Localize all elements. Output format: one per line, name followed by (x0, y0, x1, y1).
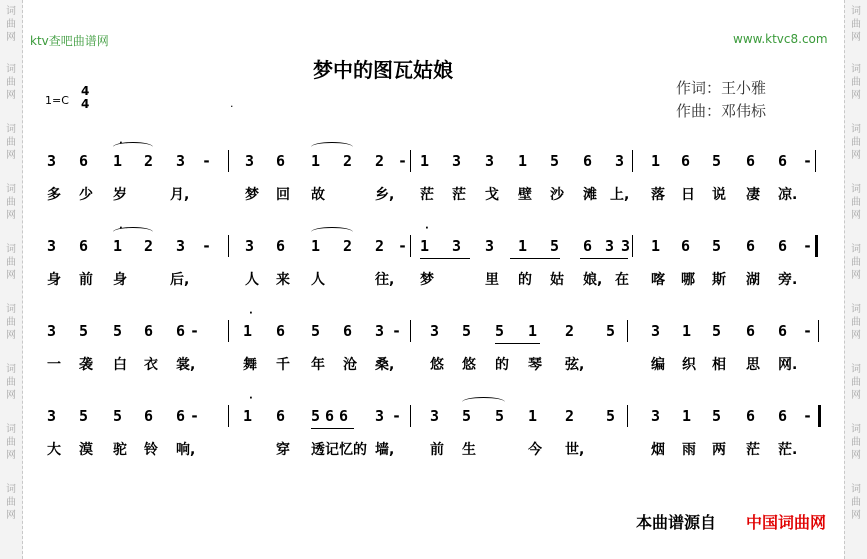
lyric-syllable: 梦 (420, 272, 434, 288)
note: - (190, 407, 200, 425)
lyric-syllable: 来 (276, 272, 290, 288)
lyric-syllable: 梦 (245, 187, 259, 203)
watermark-glyph: 词 (6, 304, 16, 315)
watermark-glyph: 曲 (851, 77, 861, 88)
note: 3 (176, 152, 186, 170)
note: 5 (462, 322, 472, 340)
lyric-syllable: 姑 (550, 272, 564, 288)
watermark-glyph: 网 (6, 330, 16, 341)
watermark-glyph: 网 (6, 210, 16, 221)
lyric-syllable: 后, (170, 272, 190, 288)
watermark-glyph: 曲 (851, 497, 861, 508)
note: 3 (485, 237, 495, 255)
note: 1 (243, 407, 253, 425)
note: 5 (550, 237, 560, 255)
lyric-syllable: 说 (712, 187, 726, 203)
watermark-glyph: 曲 (851, 19, 861, 30)
tie-arc (462, 397, 505, 407)
barline (815, 150, 816, 172)
note: 3 (375, 407, 385, 425)
note: 1 (682, 407, 692, 425)
lyric-syllable: 忆 (339, 442, 353, 458)
barline (228, 150, 229, 172)
lyric-syllable: 的 (353, 442, 367, 458)
watermark-glyph: 网 (851, 390, 861, 401)
lyric-syllable: 年 (311, 357, 325, 373)
note: 1 (518, 152, 528, 170)
note: 3 (485, 152, 495, 170)
note: 3 (452, 152, 462, 170)
note: 1 (651, 237, 661, 255)
note: 6 (681, 237, 691, 255)
note: 5 (712, 407, 722, 425)
note: 6 (176, 407, 186, 425)
lyric-syllable: 穿 (276, 442, 290, 458)
note: 1 (113, 152, 123, 170)
note: 6 (325, 407, 335, 425)
watermark-glyph: 词 (6, 484, 16, 495)
lyric-syllable: 桑, (375, 357, 395, 373)
note: 6 (276, 237, 286, 255)
lyric-syllable: 回 (276, 187, 290, 203)
watermark-glyph: 网 (851, 32, 861, 43)
note: 6 (746, 237, 756, 255)
note: 6 (79, 237, 89, 255)
note: 3 (176, 237, 186, 255)
barline (228, 405, 229, 427)
watermark-glyph: 网 (6, 510, 16, 521)
watermark-glyph: 词 (851, 64, 861, 75)
note: 6 (276, 322, 286, 340)
octave-dot: · (425, 223, 429, 234)
note: - (392, 322, 402, 340)
note: 6 (144, 407, 154, 425)
lyric-syllable: 茫 (420, 187, 434, 203)
watermark-glyph: 曲 (851, 437, 861, 448)
note: 2 (565, 322, 575, 340)
lyric-syllable: 乡, (375, 187, 395, 203)
note: 6 (276, 152, 286, 170)
barline (410, 405, 411, 427)
lyric-syllable: 哪 (681, 272, 695, 288)
octave-dot: · (249, 393, 253, 404)
watermark-glyph: 词 (6, 244, 16, 255)
lyric-syllable: 漠 (79, 442, 93, 458)
note: 1 (311, 237, 321, 255)
note: 5 (79, 407, 89, 425)
note: 5 (712, 237, 722, 255)
note: 6 (746, 407, 756, 425)
note: 3 (47, 237, 57, 255)
note: 6 (343, 322, 353, 340)
barline (627, 320, 628, 342)
composer-credit: 作曲：邓伟标 (676, 102, 767, 120)
watermark-glyph: 网 (6, 390, 16, 401)
note: 6 (746, 152, 756, 170)
watermark-glyph: 网 (851, 150, 861, 161)
watermark-glyph: 网 (851, 510, 861, 521)
lyric-syllable: 琴 (528, 357, 542, 373)
tie-arc (311, 142, 353, 152)
lyric-syllable: 舞 (243, 357, 257, 373)
lyric-syllable: 的 (518, 272, 532, 288)
note: 3 (605, 237, 615, 255)
watermark-glyph: 网 (6, 450, 16, 461)
barline (228, 235, 229, 257)
note: 5 (495, 407, 505, 425)
watermark-glyph: 网 (851, 210, 861, 221)
note: 2 (375, 237, 385, 255)
watermark-glyph: 网 (851, 330, 861, 341)
watermark-glyph: 曲 (6, 19, 16, 30)
source-site-url[interactable]: www.ktvc8.com (733, 32, 828, 46)
lyric-syllable: 前 (79, 272, 93, 288)
note: 1 (528, 407, 538, 425)
lyric-syllable: 网. (778, 357, 798, 373)
lyric-syllable: 雨 (682, 442, 696, 458)
watermark-glyph: 网 (6, 32, 16, 43)
time-signature-top: 4 (81, 84, 90, 98)
watermark-glyph: 词 (6, 6, 16, 17)
barline (818, 405, 821, 427)
lyric-syllable: 喀 (651, 272, 665, 288)
note: 1 (518, 237, 528, 255)
barline (410, 235, 411, 257)
note: 6 (339, 407, 349, 425)
note: 3 (452, 237, 462, 255)
beam-underline (510, 258, 560, 259)
note: 3 (47, 407, 57, 425)
note: - (803, 237, 813, 255)
note: 6 (681, 152, 691, 170)
watermark-glyph: 词 (6, 64, 16, 75)
lyric-syllable: 茫 (452, 187, 466, 203)
lyric-syllable: 身 (47, 272, 61, 288)
time-signature-bottom: 4 (81, 97, 90, 111)
watermark-glyph: 曲 (851, 137, 861, 148)
watermark-glyph: 曲 (6, 197, 16, 208)
lyric-syllable: 茫. (778, 442, 798, 458)
lyric-syllable: 裳, (176, 357, 196, 373)
song-title: 梦中的图瓦姑娘 (313, 58, 453, 82)
watermark-glyph: 曲 (851, 317, 861, 328)
note: 3 (615, 152, 625, 170)
beam-underline (580, 258, 628, 259)
beam-underline (495, 343, 540, 344)
octave-dot: · (249, 308, 253, 319)
barline (410, 320, 411, 342)
lyric-syllable: 两 (712, 442, 726, 458)
note: 3 (651, 407, 661, 425)
note: 3 (245, 152, 255, 170)
note: 5 (311, 322, 321, 340)
note: 6 (778, 322, 788, 340)
lyric-syllable: 里 (485, 272, 499, 288)
lyric-syllable: 大 (47, 442, 61, 458)
watermark-glyph: 词 (851, 304, 861, 315)
note: 6 (144, 322, 154, 340)
note: 3 (430, 407, 440, 425)
watermark-glyph: 曲 (851, 377, 861, 388)
barline (818, 320, 819, 342)
watermark-glyph: 网 (6, 270, 16, 281)
watermark-glyph: 词 (6, 364, 16, 375)
watermark-glyph: 网 (851, 270, 861, 281)
note: 2 (343, 237, 353, 255)
note: 6 (79, 152, 89, 170)
barline (632, 150, 633, 172)
watermark-glyph: 网 (6, 90, 16, 101)
note: 6 (746, 322, 756, 340)
note: - (398, 237, 408, 255)
lyric-syllable: 岁 (113, 187, 127, 203)
tie-arc (311, 227, 353, 237)
barline (228, 320, 229, 342)
barline (815, 235, 818, 257)
lyric-syllable: 凉. (778, 187, 798, 203)
note: - (392, 407, 402, 425)
stray-dot: . (230, 97, 234, 110)
left-watermark-strip (0, 0, 23, 559)
watermark-glyph: 曲 (6, 137, 16, 148)
note: 3 (430, 322, 440, 340)
note: 6 (583, 152, 593, 170)
watermark-glyph: 曲 (6, 77, 16, 88)
note: 1 (528, 322, 538, 340)
lyric-syllable: 在 (615, 272, 629, 288)
lyric-syllable: 月, (170, 187, 190, 203)
note: - (202, 152, 212, 170)
note: 2 (343, 152, 353, 170)
note: 3 (47, 322, 57, 340)
lyric-syllable: 悠 (430, 357, 444, 373)
note: 5 (79, 322, 89, 340)
watermark-glyph: 词 (851, 124, 861, 135)
note: - (202, 237, 212, 255)
note: 5 (495, 322, 505, 340)
lyric-syllable: 斯 (712, 272, 726, 288)
lyric-syllable: 凄 (746, 187, 760, 203)
beam-underline (311, 428, 354, 429)
lyricist-credit: 作词：王小雅 (676, 79, 767, 97)
credit-site-link[interactable]: 中国词曲网 (746, 513, 827, 532)
lyric-syllable: 相 (712, 357, 726, 373)
lyric-syllable: 上, (610, 187, 630, 203)
watermark-glyph: 词 (6, 424, 16, 435)
lyric-syllable: 今 (528, 442, 542, 458)
beam-underline (420, 258, 470, 259)
source-site-name[interactable]: ktv查吧曲谱网 (30, 34, 109, 48)
watermark-glyph: 网 (851, 90, 861, 101)
lyric-syllable: 墙, (375, 442, 395, 458)
watermark-glyph: 词 (851, 244, 861, 255)
octave-dot: · (119, 138, 123, 149)
lyric-syllable: 袭 (79, 357, 93, 373)
watermark-glyph: 网 (851, 450, 861, 461)
watermark-glyph: 曲 (6, 437, 16, 448)
barline (627, 405, 628, 427)
note: 5 (712, 322, 722, 340)
note: 1 (420, 237, 430, 255)
note: - (190, 322, 200, 340)
watermark-glyph: 曲 (6, 497, 16, 508)
lyric-syllable: 前 (430, 442, 444, 458)
lyric-syllable: 沧 (343, 357, 357, 373)
barline (410, 150, 411, 172)
lyric-syllable: 弦, (565, 357, 585, 373)
lyric-syllable: 日 (681, 187, 695, 203)
lyric-syllable: 衣 (144, 357, 158, 373)
lyric-syllable: 驼 (113, 442, 127, 458)
note: 6 (778, 407, 788, 425)
lyric-syllable: 身 (113, 272, 127, 288)
lyric-syllable: 落 (651, 187, 665, 203)
lyric-syllable: 悠 (462, 357, 476, 373)
lyric-syllable: 一 (47, 357, 61, 373)
note: 2 (565, 407, 575, 425)
lyric-syllable: 戈 (485, 187, 499, 203)
note: 5 (113, 322, 123, 340)
lyric-syllable: 湖 (746, 272, 760, 288)
note: 1 (682, 322, 692, 340)
note: - (803, 152, 813, 170)
note: 3 (375, 322, 385, 340)
lyric-syllable: 故 (311, 187, 325, 203)
note: - (398, 152, 408, 170)
key-signature: 1=C (45, 94, 69, 107)
watermark-glyph: 网 (6, 150, 16, 161)
watermark-glyph: 词 (851, 364, 861, 375)
credit-label: 本曲谱源自 (636, 513, 717, 532)
lyric-syllable: 往, (375, 272, 395, 288)
note: 1 (651, 152, 661, 170)
lyric-syllable: 编 (651, 357, 665, 373)
watermark-glyph: 词 (6, 184, 16, 195)
lyric-syllable: 白 (113, 357, 127, 373)
lyric-syllable: 生 (462, 442, 476, 458)
note: - (803, 407, 813, 425)
lyric-syllable: 铃 (144, 442, 158, 458)
note: 6 (778, 237, 788, 255)
note: 2 (144, 152, 154, 170)
lyric-syllable: 响, (176, 442, 196, 458)
watermark-glyph: 曲 (851, 257, 861, 268)
note: 6 (276, 407, 286, 425)
note: 1 (113, 237, 123, 255)
watermark-glyph: 词 (851, 6, 861, 17)
watermark-glyph: 词 (851, 184, 861, 195)
note: 5 (462, 407, 472, 425)
note: 3 (621, 237, 631, 255)
lyric-syllable: 多 (47, 187, 61, 203)
lyric-syllable: 沙 (550, 187, 564, 203)
note: 5 (606, 322, 616, 340)
lyric-syllable: 娘, (583, 272, 603, 288)
barline (632, 235, 633, 257)
note: 5 (113, 407, 123, 425)
watermark-glyph: 曲 (6, 317, 16, 328)
lyric-syllable: 茫 (746, 442, 760, 458)
lyric-syllable: 人 (245, 272, 259, 288)
lyric-syllable: 思 (746, 357, 760, 373)
watermark-glyph: 词 (851, 484, 861, 495)
watermark-glyph: 词 (6, 124, 16, 135)
octave-dot: · (119, 223, 123, 234)
note: 6 (778, 152, 788, 170)
watermark-glyph: 词 (851, 424, 861, 435)
lyric-syllable: 记 (325, 442, 339, 458)
note: - (803, 322, 813, 340)
watermark-glyph: 曲 (851, 197, 861, 208)
note: 3 (651, 322, 661, 340)
watermark-glyph: 曲 (6, 257, 16, 268)
lyric-syllable: 世, (565, 442, 585, 458)
note: 1 (420, 152, 430, 170)
lyric-syllable: 壁 (518, 187, 532, 203)
note: 3 (47, 152, 57, 170)
note: 1 (243, 322, 253, 340)
note: 3 (245, 237, 255, 255)
note: 5 (606, 407, 616, 425)
lyric-syllable: 透 (311, 442, 325, 458)
lyric-syllable: 旁. (778, 272, 798, 288)
note: 6 (583, 237, 593, 255)
right-watermark-strip (844, 0, 867, 559)
lyric-syllable: 织 (682, 357, 696, 373)
note: 6 (176, 322, 186, 340)
lyric-syllable: 少 (79, 187, 93, 203)
lyric-syllable: 滩 (583, 187, 597, 203)
note: 5 (550, 152, 560, 170)
lyric-syllable: 的 (495, 357, 509, 373)
watermark-glyph: 曲 (6, 377, 16, 388)
note: 5 (712, 152, 722, 170)
lyric-syllable: 烟 (651, 442, 665, 458)
lyric-syllable: 人 (311, 272, 325, 288)
note: 2 (375, 152, 385, 170)
note: 2 (144, 237, 154, 255)
note: 5 (311, 407, 321, 425)
note: 1 (311, 152, 321, 170)
lyric-syllable: 千 (276, 357, 290, 373)
